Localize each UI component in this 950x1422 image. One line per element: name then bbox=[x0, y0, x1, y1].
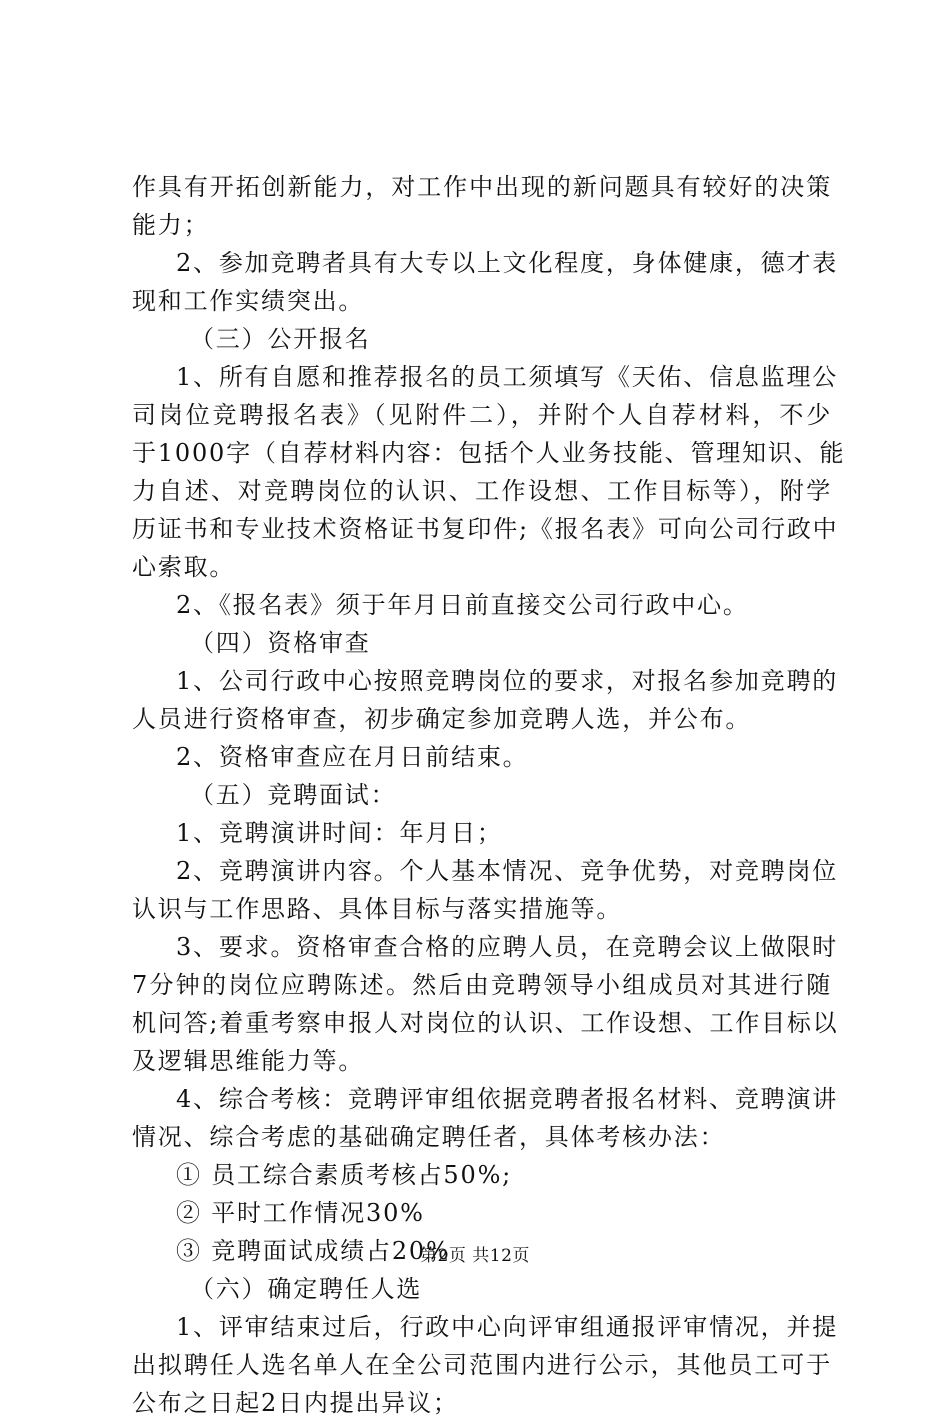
document-body bbox=[132, 168, 846, 1422]
paragraph-line: 出拟聘任人选名单人在全公司范围内进行公示，其他员工可于 bbox=[132, 1351, 832, 1379]
paragraph-line: ② 平时工作情况30% bbox=[176, 1199, 425, 1227]
paragraph-line: 能力； bbox=[132, 211, 210, 239]
section-heading: （三）公开报名 bbox=[190, 325, 371, 353]
paragraph-line: 人员进行资格审查，初步确定参加竞聘人选，并公布。 bbox=[132, 705, 752, 733]
paragraph-line: 4、综合考核：竞聘评审组依据竞聘者报名材料、竞聘演讲 bbox=[176, 1085, 839, 1113]
section-heading: （四）资格审查 bbox=[190, 629, 371, 657]
paragraph-line: 公布之日起2日内提出异议； bbox=[132, 1389, 459, 1417]
paragraph-line: 1、公司行政中心按照竞聘岗位的要求，对报名参加竞聘的 bbox=[176, 667, 839, 695]
paragraph-line: 2、竞聘演讲内容。个人基本情况、竞争优势，对竞聘岗位 bbox=[176, 857, 839, 885]
paragraph-line: 认识与工作思路、具体目标与落实措施等。 bbox=[132, 895, 623, 923]
paragraph-line: ① 员工综合素质考核占50%; bbox=[176, 1161, 513, 1189]
section-heading: （五）竞聘面试： bbox=[190, 781, 397, 809]
paragraph-line: 1、所有自愿和推荐报名的员工须填写《天佑、信息监理公 bbox=[176, 363, 839, 391]
paragraph-line: 1、竞聘演讲时间：年月日； bbox=[176, 819, 503, 847]
paragraph-line: 2、参加竞聘者具有大专以上文化程度，身体健康，德才表 bbox=[176, 249, 839, 277]
paragraph-line: 机问答;着重考察申报人对岗位的认识、工作设想、工作目标以 bbox=[132, 1009, 839, 1037]
paragraph-line: 于1000字（自荐材料内容：包括个人业务技能、管理知识、能 bbox=[132, 439, 846, 467]
paragraph-line: 2、资格审查应在月日前结束。 bbox=[176, 743, 529, 771]
paragraph-line: ③ 竞聘面试成绩占20% bbox=[176, 1237, 451, 1265]
section-heading: （六）确定聘任人选 bbox=[190, 1275, 423, 1303]
paragraph-line: 心索取。 bbox=[132, 553, 236, 581]
paragraph-line: 司岗位竞聘报名表》（见附件二），并附个人自荐材料，不少 bbox=[132, 401, 832, 429]
paragraph-line: 历证书和专业技术资格证书复印件;《报名表》可向公司行政中 bbox=[132, 515, 839, 543]
paragraph-line: 3、要求。资格审查合格的应聘人员，在竞聘会议上做限时 bbox=[176, 933, 839, 961]
paragraph-line: 7分钟的岗位应聘陈述。然后由竞聘领导小组成员对其进行随 bbox=[132, 971, 832, 999]
paragraph-line: 情况、综合考虑的基础确定聘任者，具体考核办法： bbox=[132, 1123, 726, 1151]
paragraph-line: 作具有开拓创新能力，对工作中出现的新问题具有较好的决策 bbox=[132, 173, 832, 201]
page-footer: 第2页 共12页 bbox=[420, 1246, 530, 1266]
paragraph-line: 1、评审结束过后，行政中心向评审组通报评审情况，并提 bbox=[176, 1313, 839, 1341]
paragraph-line: 现和工作实绩突出。 bbox=[132, 287, 365, 315]
paragraph-line: 2、《报名表》须于年月日前直接交公司行政中心。 bbox=[176, 591, 749, 619]
paragraph-line: 及逻辑思维能力等。 bbox=[132, 1047, 365, 1075]
paragraph-line: 力自述、对竞聘岗位的认识、工作设想、工作目标等），附学 bbox=[132, 477, 832, 505]
